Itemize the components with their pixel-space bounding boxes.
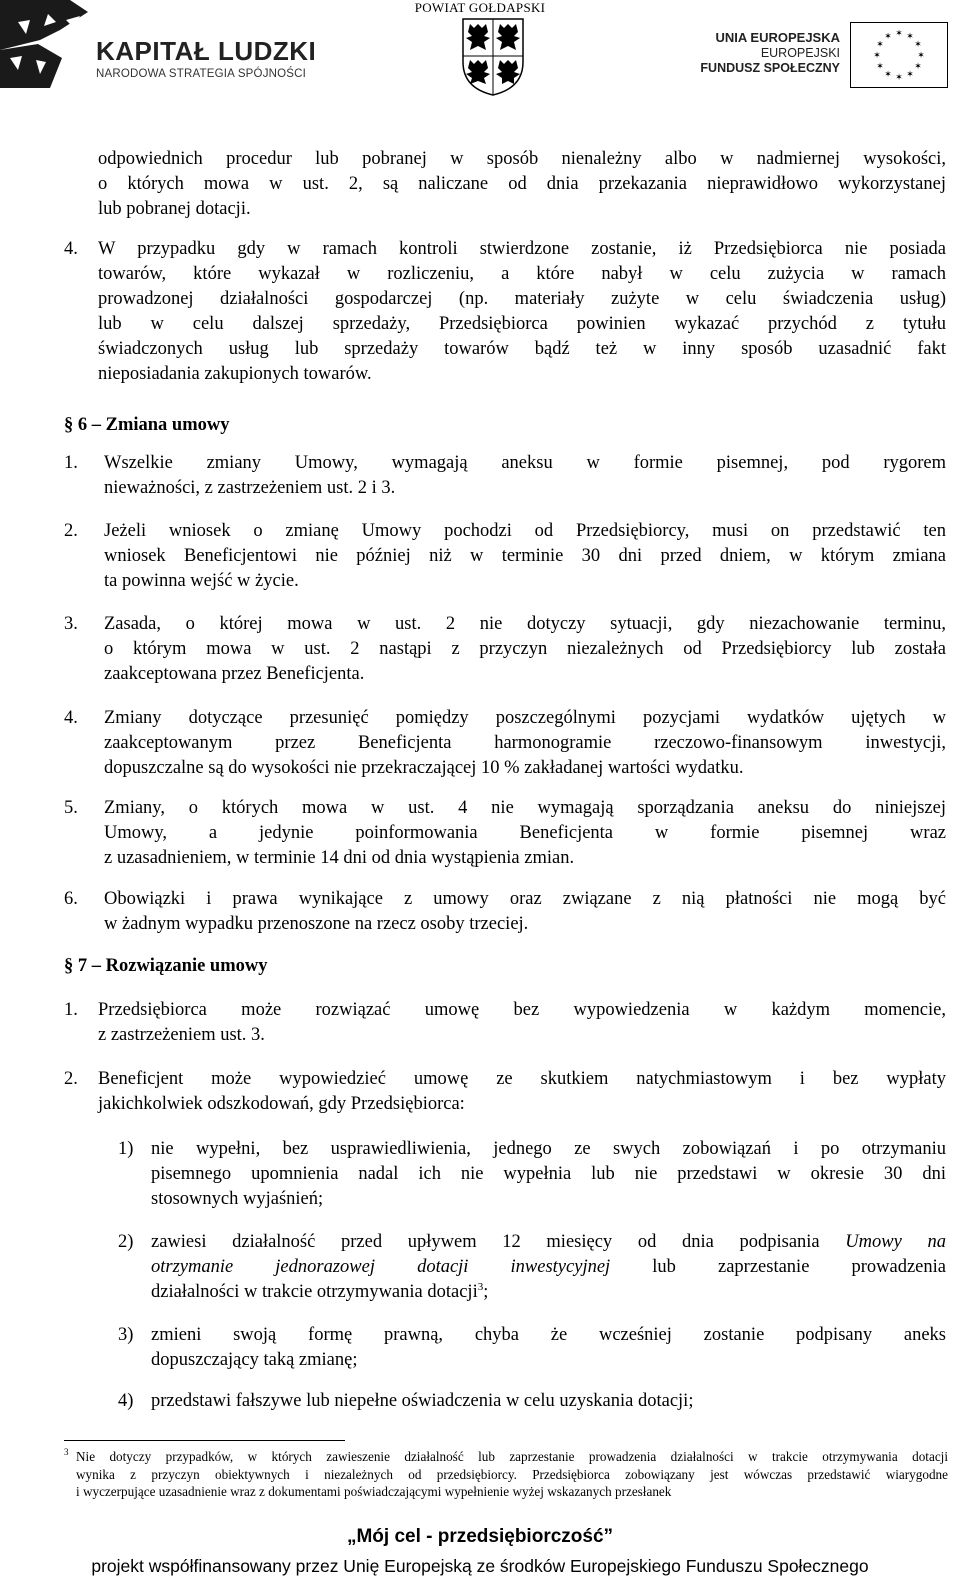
section-6-heading: § 6 – Zmiana umowy: [64, 415, 230, 435]
footnote-separator: [64, 1440, 345, 1441]
italic-text-run: Umowy na: [845, 1232, 946, 1252]
text-line: Obowiązki i prawa wynikające z umowy oraz związane z nią płatności nie mogą być: [104, 889, 946, 909]
sub-item-number: 3): [118, 1325, 134, 1345]
item-number: 2.: [64, 521, 78, 541]
text-line: świadczonych usług lub sprzedaży towarów bądź też w inny sposób uzasadnić fakt: [98, 339, 946, 359]
kapital-ludzki-subtitle: NARODOWA STRATEGIA SPÓJNOŚCI: [96, 68, 307, 80]
svg-text:✶: ✶: [876, 40, 884, 50]
text-line: [151, 1255, 946, 1280]
sub-item-number: 1): [118, 1139, 134, 1159]
section-6-item-1: [104, 451, 946, 501]
kapital-ludzki-title: KAPITAŁ LUDZKI: [96, 36, 317, 66]
section-7-sub-2: [151, 1230, 946, 1305]
section-6-item-4: [104, 706, 946, 781]
kapital-ludzki-logo-icon: [0, 0, 90, 88]
text-line: Beneficjent może wypowiedzieć umowę ze skutkiem natychmiastowym i bez wypłaty: [98, 1069, 946, 1089]
text-line: Przedsiębiorca może rozwiązać umowę bez wypowiedzenia w każdym momencie,: [98, 1000, 946, 1020]
eu-line-2: EUROPEJSKI: [760, 45, 840, 60]
text-line: towarów, które wykazał w rozliczeniu, a które nabył w celu zużycia w ramach: [98, 264, 946, 284]
text-line: o których mowa w ust. 2, są naliczane od dnia przekazania nieprawidłowo wykorzystanej: [98, 174, 946, 194]
goldap-coat-of-arms-icon: [462, 18, 524, 96]
svg-text:✶: ✶: [914, 40, 922, 50]
text-line: nie wypełni, bez usprawiedliwienia, jednego ze swych zobowiązań i po otrzymaniu: [151, 1139, 946, 1159]
item-number: 4.: [64, 239, 78, 259]
eu-logo-text: [700, 30, 840, 77]
item-number: 5.: [64, 798, 78, 818]
svg-text:✶: ✶: [876, 62, 884, 72]
sub-item-number: 2): [118, 1232, 134, 1252]
text-line: o którym mowa w ust. 2 nastąpi z przyczyn niezależnych od Przedsiębiorcy lub została: [104, 639, 946, 659]
text-line: Zmiany dotyczące przesunięć pomiędzy poszczególnymi pozycjami wydatków ujętych w: [104, 708, 946, 728]
text-line: [151, 1280, 946, 1305]
section-7-item-2: [98, 1067, 946, 1117]
footnote: [64, 1448, 948, 1501]
eu-flag-icon: [850, 22, 948, 88]
italic-text-run: otrzymanie jednorazowej dotacji inwestycyjnej: [151, 1257, 611, 1277]
footnote-number: 3: [64, 1447, 69, 1457]
section-6-item-5: [104, 796, 946, 871]
text-line: dopuszczalne są do wysokości nie przekraczającej 10 % zakładanej wartości wydatku.: [104, 758, 744, 778]
svg-text:✶: ✶: [917, 51, 925, 61]
item-number: 3.: [64, 614, 78, 634]
item-number: 6.: [64, 889, 78, 909]
text-line: zmieni swoją formę prawną, chyba że wcześniej zostanie podpisany aneks: [151, 1325, 946, 1345]
item-number: 2.: [64, 1069, 78, 1089]
text-line: jakichkolwiek odszkodowań, gdy Przedsiębiorca:: [98, 1094, 465, 1114]
text-line: z uzasadnieniem, w terminie 14 dni od dnia wystąpienia zmian.: [104, 848, 575, 868]
footnote-line: i wyczerpujące uzasadnienie wraz z dokumentami poświadczającymi wypełnienie wyżej wskazanych przesłanek: [76, 1484, 672, 1499]
item-number: 1.: [64, 453, 78, 473]
section-7-item-1: [98, 998, 946, 1048]
svg-text:✶: ✶: [895, 29, 903, 39]
text-line: Zasada, o której mowa w ust. 2 nie dotyczy sytuacji, gdy niezachowanie terminu,: [104, 614, 946, 634]
text-line: Umowy, a jedynie poinformowania Beneficjenta w formie pisemnej wraz: [104, 823, 946, 843]
svg-text:✶: ✶: [914, 62, 922, 72]
footnote-reference: 3: [477, 1280, 484, 1293]
text-line: W przypadku gdy w ramach kontroli stwierdzone zostanie, iż Przedsiębiorca nie posiada: [98, 239, 946, 259]
text-line: dopuszczający taką zmianę;: [151, 1350, 358, 1370]
text-line: pisemnego upomnienia nadal ich nie wypełnia lub nie przedstawi w okresie 30 dni: [151, 1164, 946, 1184]
text-line: lub w celu dalszej sprzedaży, Przedsiębiorca powinien wykazać przychód z tytułu: [98, 314, 946, 334]
eu-line-3: FUNDUSZ SPOŁECZNY: [700, 61, 840, 75]
svg-text:✶: ✶: [906, 32, 914, 42]
section-7-sub-3: [151, 1323, 946, 1373]
text-line: wniosek Beneficjentowi nie później niż w terminie 30 dni przed dniem, w którym zmiana: [104, 546, 946, 566]
footnote-line: wynika z przyczyn obiektywnych i niezależnych od przedsiębiorcy. Przedsiębiorca zobowiązany jest wówczas przedstawić wiarygodne: [76, 1466, 948, 1482]
section-7-sub-4: [151, 1389, 946, 1414]
section-7-heading: § 7 – Rozwiązanie umowy: [64, 956, 268, 976]
svg-text:✶: ✶: [906, 70, 914, 80]
section-7-sub-1: [151, 1137, 946, 1212]
footer-project-line: projekt współfinansowany przez Unię Europejską ze środków Europejskiego Funduszu Społecznego: [91, 1556, 869, 1576]
svg-text:✶: ✶: [895, 73, 903, 83]
section-6-item-6: [104, 887, 946, 937]
text-line: zaakceptowana przez Beneficjenta.: [104, 664, 365, 684]
section-6-item-2: [104, 519, 946, 594]
text-run: zawiesi działalność przed upływem 12 miesięcy od dnia podpisania: [151, 1232, 846, 1252]
text-line: stosownych wyjaśnień;: [151, 1189, 324, 1209]
text-line: Zmiany, o których mowa w ust. 4 nie wymagają sporządzania aneksu do niniejszej: [104, 798, 946, 818]
kapital-ludzki-logo: [0, 0, 330, 88]
footnote-line: Nie dotyczy przypadków, w których zawieszenie działalność lub zaprzestanie prowadzenia działalności w trakcie otrzymywania dotacji: [76, 1449, 948, 1464]
item-number: 4.: [64, 708, 78, 728]
svg-text:✶: ✶: [884, 70, 892, 80]
text-line: w żadnym wypadku przenoszone na rzecz osoby trzeciej.: [104, 914, 529, 934]
footer-slogan: „Mój cel - przedsiębiorczość”: [346, 1526, 614, 1547]
text-run: ;: [483, 1282, 489, 1302]
item-number: 1.: [64, 1000, 78, 1020]
text-line: [151, 1230, 946, 1255]
text-line: odpowiednich procedur lub pobranej w sposób nienależny albo w nadmiernej wysokości,: [98, 149, 946, 169]
intro-paragraph: [98, 147, 946, 222]
section-6-item-3: [104, 612, 946, 687]
text-line: z zastrzeżeniem ust. 3.: [98, 1025, 265, 1045]
text-line: nieważności, z zastrzeżeniem ust. 2 i 3.: [104, 478, 396, 498]
text-line: Wszelkie zmiany Umowy, wymagają aneksu w formie pisemnej, pod rygorem: [104, 453, 946, 473]
svg-text:✶: ✶: [884, 32, 892, 42]
text-line: prowadzonej działalności gospodarczej (np. materiały zużyte w celu świadczenia usług): [98, 289, 946, 309]
eu-line-1: UNIA EUROPEJSKA: [715, 30, 840, 45]
text-line: nieposiadania zakupionych towarów.: [98, 364, 372, 384]
sub-item-number: 4): [118, 1391, 134, 1411]
text-line: przedstawi fałszywe lub niepełne oświadczenia w celu uzyskania dotacji;: [151, 1391, 694, 1411]
county-header: POWIAT GOŁDAPSKI: [414, 0, 546, 15]
text-line: ta powinna wejść w życie.: [104, 571, 299, 591]
text-line: lub pobranej dotacji.: [98, 199, 251, 219]
text-line: Jeżeli wniosek o zmianę Umowy pochodzi od Przedsiębiorcy, musi on przedstawić ten: [104, 521, 946, 541]
item-4-text: [98, 237, 946, 387]
text-line: zaakceptowanym przez Beneficjenta harmonogramie rzeczowo-finansowym inwestycji,: [104, 733, 946, 753]
text-run: działalności w trakcie otrzymywania dotacji: [151, 1282, 478, 1302]
svg-text:✶: ✶: [873, 51, 881, 61]
text-run: lub zaprzestanie prowadzenia: [610, 1257, 946, 1277]
